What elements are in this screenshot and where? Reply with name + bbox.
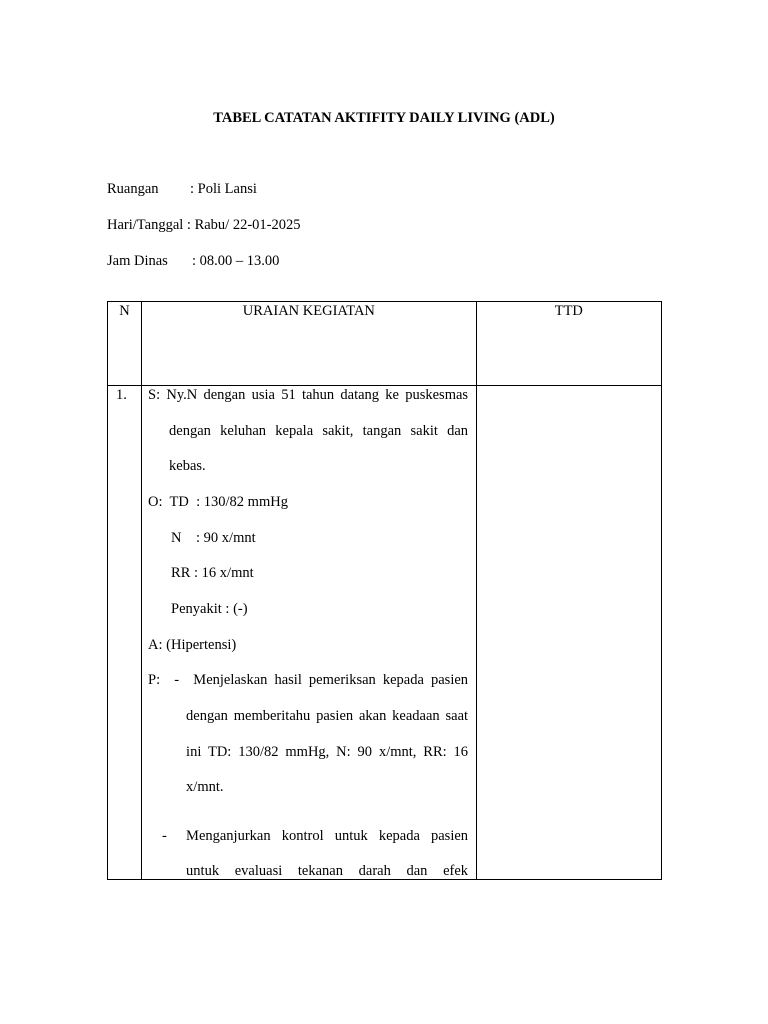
subjective-line-2: dengan keluhan kepala sakit, tangan sakit dan: [169, 423, 469, 439]
jam-value: : 08.00 – 13.00: [192, 253, 280, 269]
plan-line-4: x/mnt.: [186, 779, 224, 795]
assessment-line: A: (Hipertensi): [148, 637, 237, 653]
header-no: N: [108, 302, 142, 386]
plan-line-2: dengan memberitahu pasien akan keadaan saat: [186, 708, 469, 724]
ruangan-label: Ruangan: [107, 181, 159, 197]
objective-rr: RR : 16 x/mnt: [171, 565, 254, 581]
header-ttd: TTD: [476, 302, 661, 386]
objective-penyakit: Penyakit : (-): [171, 601, 248, 617]
plan2-line-2: untuk evaluasi tekanan darah dan efek: [186, 863, 469, 879]
plan2-line-1: Menganjurkan kontrol untuk kepada pasien: [186, 828, 469, 844]
row-number: 1.: [108, 386, 142, 880]
ttd-cell: [476, 386, 661, 880]
header-uraian: URAIAN KEGIATAN: [142, 302, 477, 386]
info-ruangan: [107, 181, 257, 198]
jam-label: Jam Dinas: [107, 253, 168, 269]
info-jam: [107, 253, 279, 270]
tanggal-value: : Rabu/ 22-01-2025: [186, 217, 301, 233]
plan-line-3: ini TD: 130/82 mmHg, N: 90 x/mnt, RR: 16: [186, 744, 469, 760]
objective-td: O: TD : 130/82 mmHg: [148, 494, 288, 510]
activity-cell: [142, 386, 477, 880]
adl-table: [107, 301, 662, 880]
ruangan-value: : Poli Lansi: [190, 181, 257, 197]
document-title: TABEL CATATAN AKTIFITY DAILY LIVING (ADL): [213, 110, 555, 126]
plan-line-1: P: - Menjelaskan hasil pemeriksan kepada pasien: [148, 672, 469, 688]
subjective-line-3: kebas.: [169, 458, 206, 474]
info-tanggal: [107, 217, 301, 234]
table-row: [108, 386, 662, 880]
objective-n: N : 90 x/mnt: [171, 530, 256, 546]
tanggal-label: Hari/Tanggal: [107, 217, 184, 233]
plan2-dash: -: [162, 828, 167, 844]
table-header-row: [108, 302, 662, 386]
subjective-line-1: S: Ny.N dengan usia 51 tahun datang ke puskesmas: [148, 387, 469, 403]
